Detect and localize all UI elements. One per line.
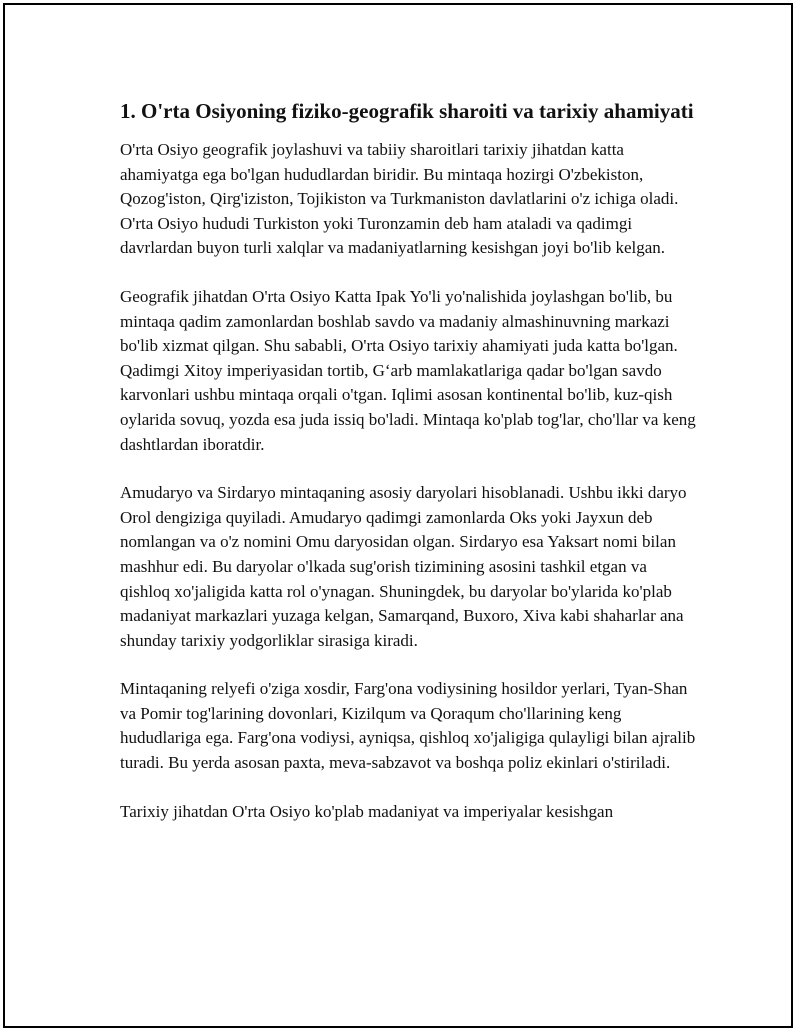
paragraph-5: Tarixiy jihatdan O'rta Osiyo ko'plab madaniyat va imperiyalar kesishgan (120, 801, 614, 821)
paragraph-2: Geografik jihatdan O'rta Osiyo Katta Ipak Yo'li yo'nalishida joylashgan bo'lib, bu mintaqa qadim zamonlardan boshlab savdo va madaniy almashinuvning markazi bo'lib xizmat qilgan. Shu sababli, O'rta Osiyo tarixiy ahamiyati juda katta bo'lgan. Qadimgi Xitoy imperiyasidan tortib, G‘arb mamlakatlariga qadar bo'lgan savdo karvonlari ushbu mintaqa orqali o'tgan. Iqlimi asosan kontinental bo'lib, kuz-qish oylarida sovuq, yozda esa juda issiq bo'ladi. Mintaqa ko'plab tog'lar, cho'llar va keng dashtlardan iboratdir. (120, 286, 696, 454)
document-content (120, 99, 700, 848)
paragraph-4: Mintaqaning relyefi o'ziga xosdir, Farg'ona vodiysining hosildor yerlari, Tyan-Shan va Pomir tog'larining dovonlari, Kizilqum va Qoraqum cho'llarining keng hududlariga ega. Farg'ona vodiysi, ayniqsa, qishloq xo'jaligiga qulayligi bilan ajralib turadi. Bu yerda asosan paxta, meva-sabzavot va boshqa poliz ekinlari o'stiriladi. (120, 679, 696, 773)
document-page (3, 3, 793, 1028)
paragraph-3: Amudaryo va Sirdaryo mintaqaning asosiy daryolari hisoblanadi. Ushbu ikki daryo Orol dengiziga quyiladi. Amudaryo qadimgi zamonlarda Oks yoki Jayxun deb nomlangan va o'z nomini Omu daryosidan olgan. Sirdaryo esa Yaksart nomi bilan mashhur edi. Bu daryolar o'lkada sug'orish tizimining asosini tashkil etgan va qishloq xo'jaligida katta rol o'ynagan. Shuningdek, bu daryolar bo'ylarida ko'plab madaniyat markazlari yuzaga kelgan, Samarqand, Buxoro, Xiva kabi shaharlar ana shunday tarixiy yodgorliklar sirasiga kiradi. (120, 483, 687, 650)
section-heading: 1. O'rta Osiyoning fiziko-geografik sharoiti va tarixiy ahamiyati (120, 99, 694, 123)
paragraph-1: O'rta Osiyo geografik joylashuvi va tabiiy sharoitlari tarixiy jihatdan katta ahamiyatga ega bo'lgan hududlardan biridir. Bu mintaqa hozirgi O'zbekiston, Qozog'iston, Qirg'iziston, Tojikiston va Turkmaniston davlatlarini o'z ichiga oladi. O'rta Osiyo hududi Turkiston yoki Turonzamin deb ham ataladi va qadimgi davrlardan buyon turli xalqlar va madaniyatlarning kesishgan joyi bo'lib kelgan. (120, 140, 679, 258)
